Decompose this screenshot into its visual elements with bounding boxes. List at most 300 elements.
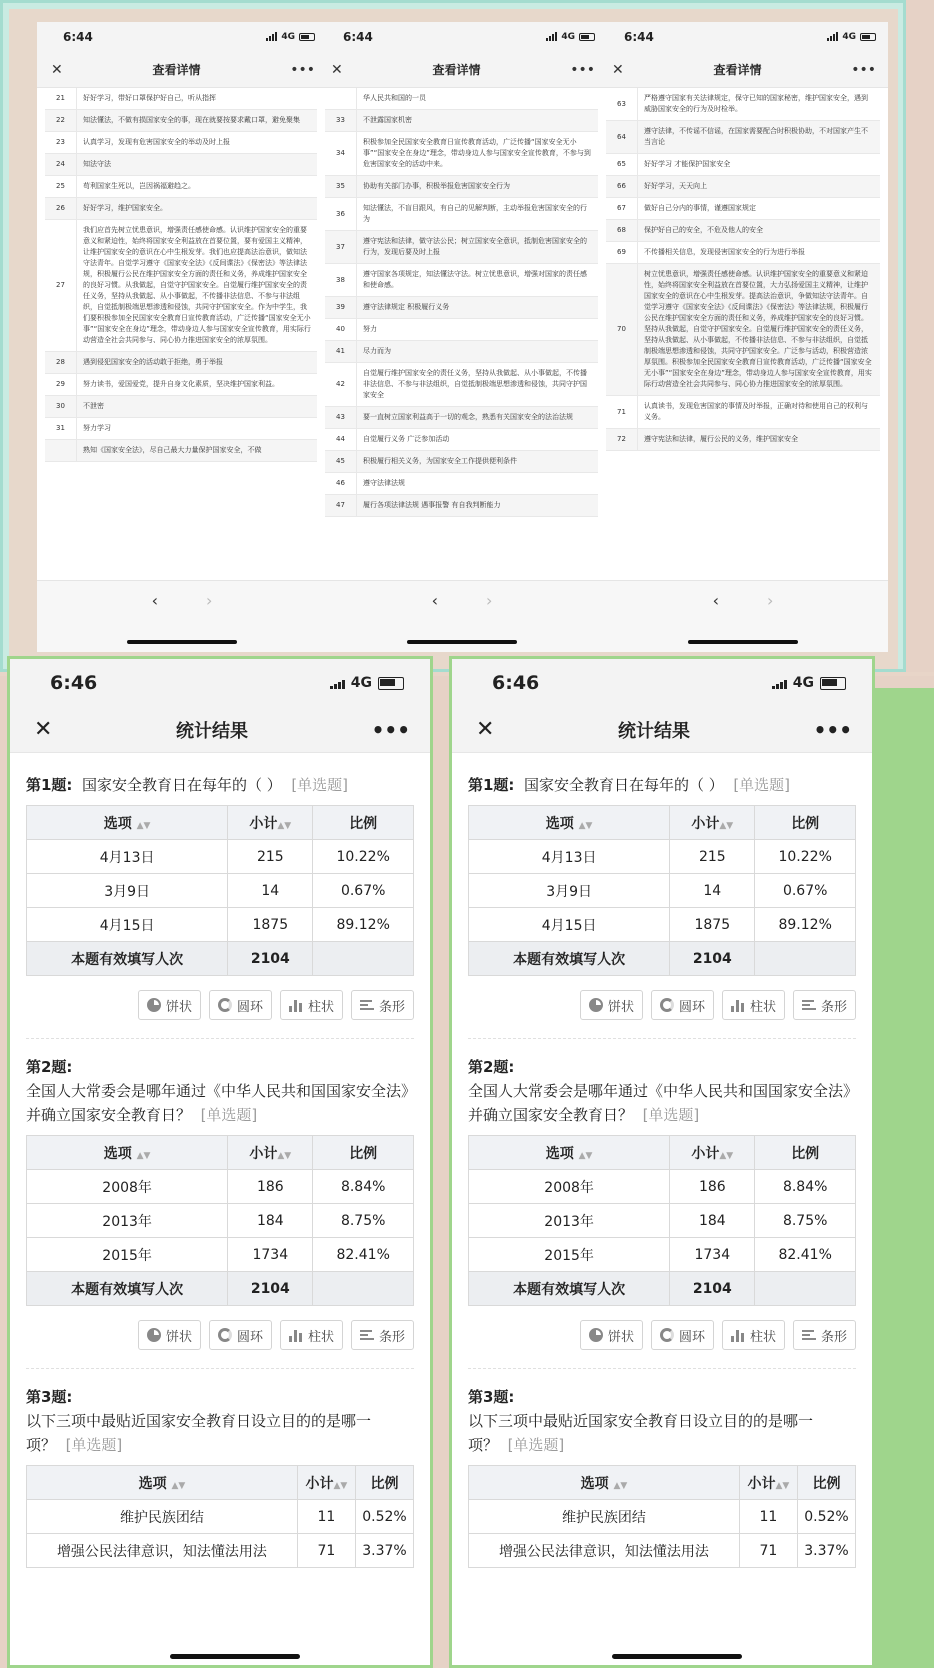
- table-header: [469, 1466, 856, 1500]
- back-arrow-icon[interactable]: ‹: [151, 591, 158, 610]
- header-option[interactable]: 选项 ▲▼: [27, 1466, 298, 1500]
- table-row: [469, 1204, 856, 1238]
- chart-button-label: 饼状: [165, 1329, 192, 1345]
- close-icon[interactable]: ✕: [612, 61, 624, 78]
- ring-chart-button[interactable]: [651, 1320, 714, 1350]
- answer-text: 遵守国家各项规定，知法懂法守法。树立忧患意识，增强对国家的责任感和使命感。: [363, 270, 587, 289]
- total-empty: [313, 1272, 414, 1306]
- answer-number: 42: [325, 363, 357, 406]
- option-cell: 4月15日: [27, 908, 228, 942]
- answer-text: 尽力而为: [363, 347, 391, 355]
- question-type-tag: [单选题]: [642, 1106, 700, 1124]
- battery-icon: [579, 33, 595, 41]
- page-title: 查看详情: [432, 63, 481, 77]
- answer-number: 24: [45, 154, 77, 175]
- total-label: 本题有效填写人次: [469, 942, 670, 976]
- count-cell: 184: [228, 1204, 313, 1238]
- answer-number: 39: [325, 297, 357, 318]
- header-count[interactable]: 小计▲▼: [670, 1136, 755, 1170]
- sort-icon[interactable]: ▲▼: [277, 1150, 292, 1161]
- option-cell: 维护民族团结: [469, 1500, 740, 1534]
- percent-cell: 10.22%: [755, 840, 856, 874]
- forward-arrow-icon[interactable]: ›: [206, 591, 213, 610]
- pie-chart-button[interactable]: [580, 990, 643, 1020]
- status-icons: [772, 675, 846, 691]
- network-label: 4G: [792, 675, 814, 691]
- chart-button-label: 饼状: [607, 999, 634, 1015]
- back-arrow-icon[interactable]: ‹: [712, 591, 719, 610]
- answer-text: 努力学习: [83, 424, 111, 432]
- ring-chart-icon: [660, 1328, 674, 1342]
- answer-text: 要一直树立国家利益高于一切的观念，熟悉有关国家安全的法治法规: [363, 413, 573, 421]
- answer-row: [45, 440, 319, 462]
- question-block: [26, 1385, 414, 1568]
- total-row: [469, 1272, 856, 1306]
- column-chart-button[interactable]: [722, 990, 785, 1020]
- total-label: 本题有效填写人次: [469, 1272, 670, 1306]
- answer-row: [606, 429, 880, 451]
- status-time: 6:44: [343, 30, 373, 44]
- column-chart-button[interactable]: [722, 1320, 785, 1350]
- answer-number: 70: [606, 264, 638, 395]
- bar-chart-icon: [802, 1328, 816, 1342]
- total-empty: [313, 942, 414, 976]
- count-cell: 215: [670, 840, 755, 874]
- close-icon[interactable]: ✕: [331, 61, 343, 78]
- page-title: 查看详情: [152, 63, 201, 77]
- bar-chart-icon: [802, 998, 816, 1012]
- answer-number: 63: [606, 88, 638, 120]
- signal-icon: [827, 33, 838, 41]
- answer-list[interactable]: [325, 88, 599, 578]
- answer-row: [325, 264, 599, 297]
- status-time: 6:46: [492, 672, 540, 694]
- pie-chart-button[interactable]: [580, 1320, 643, 1350]
- option-cell: 增强公民法律意识，知法懂法用法: [469, 1534, 740, 1568]
- answer-text: 知法懂法，不盲目跟风，有自己的见解判断，主动举报危害国家安全的行为: [363, 204, 587, 223]
- answer-number: 21: [45, 88, 77, 109]
- question-block: [26, 1055, 414, 1369]
- pie-chart-button[interactable]: [138, 990, 201, 1020]
- question-text: 以下三项中最贴近国家安全教育日设立目的的是哪一项？: [468, 1412, 814, 1454]
- ring-chart-button[interactable]: [651, 990, 714, 1020]
- answer-number: [45, 440, 77, 461]
- sort-icon[interactable]: ▲▼: [277, 820, 292, 831]
- page-title: 统计结果: [618, 720, 691, 742]
- header-count[interactable]: 小计▲▼: [739, 1466, 797, 1500]
- answer-row: [325, 429, 599, 451]
- column-chart-button[interactable]: [280, 1320, 343, 1350]
- total-count: 2104: [228, 942, 313, 976]
- header-percent: 比例: [797, 1466, 855, 1500]
- sort-icon[interactable]: ▲▼: [136, 820, 151, 831]
- status-icons: [827, 32, 876, 42]
- battery-icon: [378, 677, 404, 690]
- pie-chart-icon: [147, 1328, 161, 1342]
- status-bar: [452, 659, 872, 707]
- answer-number: 22: [45, 110, 77, 131]
- percent-cell: 82.41%: [755, 1238, 856, 1272]
- answer-text: 履行各项法律法规 遇事报警 有自我判断能力: [363, 501, 501, 509]
- signal-icon: [330, 677, 345, 689]
- count-cell: 215: [228, 840, 313, 874]
- answer-row: [325, 341, 599, 363]
- close-icon[interactable]: ✕: [51, 61, 63, 78]
- ring-chart-button[interactable]: [209, 990, 272, 1020]
- pie-chart-button[interactable]: [138, 1320, 201, 1350]
- answer-text: 不泄密: [83, 402, 104, 410]
- table-header: [27, 806, 414, 840]
- answer-row: [45, 198, 319, 220]
- close-icon[interactable]: ✕: [34, 717, 53, 742]
- answer-text: 遵守法律，不传谣不信谣，在国家需要配合时积极协助，不对国家产生不当言论: [644, 127, 868, 146]
- answer-text: 我们应首先树立忧患意识，增强责任感使命感。认识维护国家安全的重要意义和紧迫性，始终将国家安全利益放在首要位置，要有爱国主义精神，让维护国家安全的意识在心中生根发芽。我们也应提高法治意识，做知法守法青年。自觉学习遵守《国家安全法》《反间谍法》《保密法》等法律法规，积极履行公民在维护国家安全方面的责任和义务，养成维护国家安全的良好习惯。从我做起，自觉守护国家安全。自觉履行维护国家安全的责任义务，坚持从我做起、从小事做起，不传播非法信息、不参与非法组织，自觉抵制极端思想渗透和侵蚀，共同守护国家安全。作为中学生，我们要积极参加全民国家安全教育日宣传教育活动，广泛传播“国家安全无小事”“国家安全在身边”理念，带动身边人参与国家安全宣传教育，用实际行动营造全社会共同参与、同心协力推进国家安全的浓厚氛围。: [83, 226, 311, 344]
- total-empty: [755, 942, 856, 976]
- nav-bar: [317, 52, 607, 88]
- percent-cell: 0.67%: [313, 874, 414, 908]
- chart-button-label: 条形: [820, 1329, 847, 1345]
- detail-screen: [598, 22, 888, 652]
- count-cell: 1875: [670, 908, 755, 942]
- table-row: [27, 908, 414, 942]
- question-block: [26, 773, 414, 1039]
- sort-icon[interactable]: ▲▼: [136, 1150, 151, 1161]
- home-indicator: [407, 640, 517, 644]
- stats-table: [468, 1135, 856, 1306]
- ring-chart-icon: [660, 998, 674, 1012]
- header-option[interactable]: 选项 ▲▼: [469, 806, 670, 840]
- question-title: [468, 773, 856, 797]
- total-count: 2104: [670, 942, 755, 976]
- answer-row: [325, 198, 599, 231]
- answer-number: 65: [606, 154, 638, 175]
- chart-type-buttons: [26, 990, 414, 1020]
- answer-text: 树立忧患意识，增强责任感使命感。认识维护国家安全的重要意义和紧迫性，始终将国家安全利益放在首要位置，大力弘扬爱国主义精神，让维护国家安全的意识在心中生根发芽。提高法治意识，争做知法守法青年。自觉学习遵守《国家安全法》《反间谍法》《保密法》等法律法规，积极履行公民在维护国家安全方面的责任和义务，养成维护国家安全的良好习惯。坚持从我做起，自觉守护国家安全。自觉履行维护国家安全的责任义务，坚持从我做起、从小事做起，不传播非法信息、不参与非法组织，自觉抵制极端思想渗透和侵蚀，共同守护国家安全。广泛参与活动，积极营造浓厚氛围。积极参加全民国家安全教育日宣传教育活动，广泛传播“国家安全无小事”“国家安全在身边”理念，带动身边人参与国家安全宣传教育，用实际行动营造全社会共同参与、同心协力推进国家安全的浓厚氛围。: [644, 270, 872, 388]
- stats-screen: [7, 656, 433, 1668]
- pie-chart-icon: [589, 998, 603, 1012]
- chart-type-buttons: [468, 990, 856, 1020]
- signal-icon: [772, 677, 787, 689]
- chart-button-label: 条形: [820, 999, 847, 1015]
- answer-row: [606, 242, 880, 264]
- answer-number: 37: [325, 231, 357, 263]
- pie-chart-icon: [147, 998, 161, 1012]
- answer-number: 23: [45, 132, 77, 153]
- percent-cell: 8.75%: [755, 1204, 856, 1238]
- total-row: [469, 942, 856, 976]
- browser-toolbar: [317, 580, 607, 652]
- column-chart-icon: [289, 1328, 303, 1342]
- forward-arrow-icon[interactable]: ›: [486, 591, 493, 610]
- answer-number: [325, 88, 357, 109]
- sort-icon[interactable]: ▲▼: [775, 1480, 790, 1491]
- percent-cell: 8.75%: [313, 1204, 414, 1238]
- header-count[interactable]: 小计▲▼: [228, 1136, 313, 1170]
- answer-text: 严格遵守国家有关法律规定，保守已知的国家秘密，维护国家安全，遇到威胁国家安全的行为及时检举。: [644, 94, 868, 113]
- question-title: [26, 1055, 414, 1127]
- answer-list[interactable]: [606, 88, 880, 578]
- table-header: [27, 1136, 414, 1170]
- answer-row: [45, 418, 319, 440]
- option-cell: 2013年: [469, 1204, 670, 1238]
- question-number: 第1题:: [468, 776, 515, 794]
- header-option[interactable]: 选项 ▲▼: [469, 1136, 670, 1170]
- status-time: 6:44: [63, 30, 93, 44]
- answer-text: 保护好自己的安全，不危及他人的安全: [644, 226, 763, 234]
- bar-chart-icon: [360, 1328, 374, 1342]
- answer-row: [606, 121, 880, 154]
- answer-number: 25: [45, 176, 77, 197]
- answer-number: 72: [606, 429, 638, 450]
- answer-number: 28: [45, 352, 77, 373]
- answer-number: 69: [606, 242, 638, 263]
- header-percent: 比例: [313, 1136, 414, 1170]
- question-number: 第3题:: [26, 1388, 73, 1406]
- answer-text: 遵守宪法和法律，履行公民的义务，维护国家安全: [644, 435, 798, 443]
- answer-row: [45, 374, 319, 396]
- percent-cell: 0.67%: [755, 874, 856, 908]
- stats-content[interactable]: [10, 753, 430, 1568]
- count-cell: 14: [228, 874, 313, 908]
- bar-chart-button[interactable]: [793, 1320, 856, 1350]
- stats-screen: [449, 656, 875, 1668]
- answer-row: [325, 451, 599, 473]
- option-cell: 2008年: [469, 1170, 670, 1204]
- answer-row: [45, 132, 319, 154]
- back-arrow-icon[interactable]: ‹: [431, 591, 438, 610]
- sort-icon[interactable]: ▲▼: [613, 1480, 628, 1491]
- more-icon[interactable]: •••: [290, 61, 315, 78]
- pie-chart-icon: [589, 1328, 603, 1342]
- status-bar: [598, 22, 888, 52]
- answer-text: 遵守宪法和法律，做守法公民；树立国家安全意识，抵制危害国家安全的行为，发现后要及时上报: [363, 237, 587, 256]
- question-title: [26, 1385, 414, 1457]
- table-row: [27, 1238, 414, 1272]
- option-cell: 4月13日: [469, 840, 670, 874]
- percent-cell: 89.12%: [313, 908, 414, 942]
- question-title: [468, 1055, 856, 1127]
- more-icon[interactable]: •••: [570, 61, 595, 78]
- answer-text: 知法守法: [83, 160, 111, 168]
- percent-cell: 3.37%: [355, 1534, 413, 1568]
- ring-chart-icon: [218, 998, 232, 1012]
- battery-icon: [860, 33, 876, 41]
- answer-row: [325, 319, 599, 341]
- sort-icon[interactable]: ▲▼: [171, 1480, 186, 1491]
- sort-icon[interactable]: ▲▼: [333, 1480, 348, 1491]
- answer-number: 47: [325, 495, 357, 516]
- answer-row: [606, 176, 880, 198]
- stats-table: [26, 805, 414, 976]
- answer-text: 不泄露国家机密: [363, 116, 412, 124]
- answer-row: [606, 220, 880, 242]
- column-chart-icon: [731, 1328, 745, 1342]
- question-text: 以下三项中最贴近国家安全教育日设立目的的是哪一项？: [26, 1412, 372, 1454]
- answer-text: 协助有关部门办事，积极举报危害国家安全行为: [363, 182, 510, 190]
- more-icon[interactable]: •••: [851, 61, 876, 78]
- answer-text: 不传播相关信息，发现侵害国家安全的行为进行举报: [644, 248, 805, 256]
- answer-row: [325, 176, 599, 198]
- option-cell: 2008年: [27, 1170, 228, 1204]
- header-option[interactable]: 选项 ▲▼: [469, 1466, 740, 1500]
- decor-stripe: [906, 0, 934, 672]
- more-icon[interactable]: •••: [813, 717, 852, 742]
- question-text: 国家安全教育日在每年的（ ）: [81, 776, 282, 794]
- answer-row: [606, 154, 880, 176]
- header-option[interactable]: 选项 ▲▼: [27, 806, 228, 840]
- bar-chart-button[interactable]: [351, 1320, 414, 1350]
- question-block: [468, 773, 856, 1039]
- divider: [468, 1038, 856, 1039]
- sort-icon[interactable]: ▲▼: [719, 820, 734, 831]
- page-title: 查看详情: [713, 63, 762, 77]
- answer-row: [45, 176, 319, 198]
- answer-text: 遵守法律规定 积极履行义务: [363, 303, 450, 311]
- count-cell: 14: [670, 874, 755, 908]
- option-cell: 2015年: [469, 1238, 670, 1272]
- answer-text: 积极参加全民国家安全教育日宣传教育活动，广泛传播“国家安全无小事”“国家安全在身边”理念，带动身边人参与国家安全宣传教育，不参与到危害国家安全的活动中来。: [363, 138, 591, 168]
- answer-text: 做好自己分内的事情，谨遵国家规定: [644, 204, 756, 212]
- question-block: [468, 1055, 856, 1369]
- answer-number: 66: [606, 176, 638, 197]
- header-count[interactable]: 小计▲▼: [228, 806, 313, 840]
- option-cell: 4月13日: [27, 840, 228, 874]
- question-title: [26, 773, 414, 797]
- page-title: 统计结果: [176, 720, 249, 742]
- answer-number: 33: [325, 110, 357, 131]
- stats-content[interactable]: [452, 753, 872, 1568]
- table-row: [27, 1534, 414, 1568]
- table-row: [27, 1500, 414, 1534]
- total-row: [27, 1272, 414, 1306]
- header-percent: 比例: [755, 806, 856, 840]
- network-label: 4G: [350, 675, 372, 691]
- header-count[interactable]: 小计▲▼: [670, 806, 755, 840]
- total-label: 本题有效填写人次: [27, 1272, 228, 1306]
- answer-row: [606, 264, 880, 396]
- answer-number: 71: [606, 396, 638, 428]
- sort-icon[interactable]: ▲▼: [578, 1150, 593, 1161]
- answer-text: 遇到侵犯国家安全的活动敢于拒绝，勇于举报: [83, 358, 223, 366]
- count-cell: 11: [739, 1500, 797, 1534]
- answer-row: [45, 220, 319, 352]
- count-cell: 1875: [228, 908, 313, 942]
- stats-table: [26, 1135, 414, 1306]
- forward-arrow-icon[interactable]: ›: [767, 591, 774, 610]
- answer-text: 好好学习，维护国家安全。: [83, 204, 167, 212]
- divider: [468, 1368, 856, 1369]
- battery-icon: [299, 33, 315, 41]
- question-number: 第1题:: [26, 776, 73, 794]
- answer-number: 26: [45, 198, 77, 219]
- answer-number: 31: [45, 418, 77, 439]
- answer-text: 遵守法律法规: [363, 479, 405, 487]
- stats-table: [468, 805, 856, 976]
- count-cell: 71: [739, 1534, 797, 1568]
- status-time: 6:44: [624, 30, 654, 44]
- answer-text: 努力: [363, 325, 377, 333]
- ring-chart-button[interactable]: [209, 1320, 272, 1350]
- header-option[interactable]: 选项 ▲▼: [27, 1136, 228, 1170]
- answer-row: [325, 297, 599, 319]
- answer-number: 34: [325, 132, 357, 175]
- status-bar: [37, 22, 327, 52]
- answer-number: 64: [606, 121, 638, 153]
- table-header: [27, 1466, 414, 1500]
- network-label: 4G: [561, 32, 575, 42]
- total-row: [27, 942, 414, 976]
- answer-row: [45, 396, 319, 418]
- answer-row: [606, 88, 880, 121]
- nav-bar: [37, 52, 327, 88]
- stats-table: [26, 1465, 414, 1568]
- chart-button-label: 圆环: [678, 1329, 705, 1345]
- answer-row: [325, 363, 599, 407]
- table-row: [469, 1170, 856, 1204]
- question-type-tag: [单选题]: [733, 776, 791, 794]
- status-icons: [330, 675, 404, 691]
- chart-button-label: 柱状: [307, 999, 334, 1015]
- home-indicator: [688, 640, 798, 644]
- answer-text: 认真学习，发现有危害国家安全的举动及时上报: [83, 138, 230, 146]
- header-count[interactable]: 小计▲▼: [297, 1466, 355, 1500]
- count-cell: 1734: [228, 1238, 313, 1272]
- table-header: [469, 806, 856, 840]
- answer-row: [606, 396, 880, 429]
- browser-toolbar: [598, 580, 888, 652]
- sort-icon[interactable]: ▲▼: [578, 820, 593, 831]
- question-text: 全国人大常委会是哪年通过《中华人民共和国国家安全法》并确立国家安全教育日？: [468, 1082, 851, 1124]
- answer-row: [325, 88, 599, 110]
- table-row: [27, 1170, 414, 1204]
- answer-text: 自觉履行维护国家安全的责任义务，坚持从我做起、从小事做起，不传播非法信息、不参与非法组织，自觉抵制极端思想渗透和侵蚀，共同守护国家安全: [363, 369, 587, 399]
- chart-button-label: 条形: [378, 999, 405, 1015]
- column-chart-button[interactable]: [280, 990, 343, 1020]
- header-percent: 比例: [313, 806, 414, 840]
- question-text: 全国人大常委会是哪年通过《中华人民共和国国家安全法》并确立国家安全教育日？: [26, 1082, 409, 1124]
- network-label: 4G: [842, 32, 856, 42]
- question-block: [468, 1385, 856, 1568]
- chart-button-label: 条形: [378, 1329, 405, 1345]
- chart-button-label: 圆环: [236, 1329, 263, 1345]
- answer-row: [606, 198, 880, 220]
- table-row: [469, 840, 856, 874]
- count-cell: 71: [297, 1534, 355, 1568]
- table-header: [469, 1136, 856, 1170]
- bar-chart-button[interactable]: [351, 990, 414, 1020]
- table-row: [469, 1534, 856, 1568]
- percent-cell: 0.52%: [797, 1500, 855, 1534]
- answer-row: [45, 110, 319, 132]
- answer-number: 43: [325, 407, 357, 428]
- answer-row: [45, 352, 319, 374]
- close-icon[interactable]: ✕: [476, 717, 495, 742]
- bar-chart-button[interactable]: [793, 990, 856, 1020]
- percent-cell: 10.22%: [313, 840, 414, 874]
- sort-icon[interactable]: ▲▼: [719, 1150, 734, 1161]
- answer-row: [45, 154, 319, 176]
- option-cell: 2015年: [27, 1238, 228, 1272]
- answer-number: 44: [325, 429, 357, 450]
- answer-row: [325, 231, 599, 264]
- bar-chart-icon: [360, 998, 374, 1012]
- chart-button-label: 圆环: [678, 999, 705, 1015]
- option-cell: 2013年: [27, 1204, 228, 1238]
- answer-list[interactable]: [45, 88, 319, 578]
- status-time: 6:46: [50, 672, 98, 694]
- more-icon[interactable]: •••: [371, 717, 410, 742]
- divider: [26, 1038, 414, 1039]
